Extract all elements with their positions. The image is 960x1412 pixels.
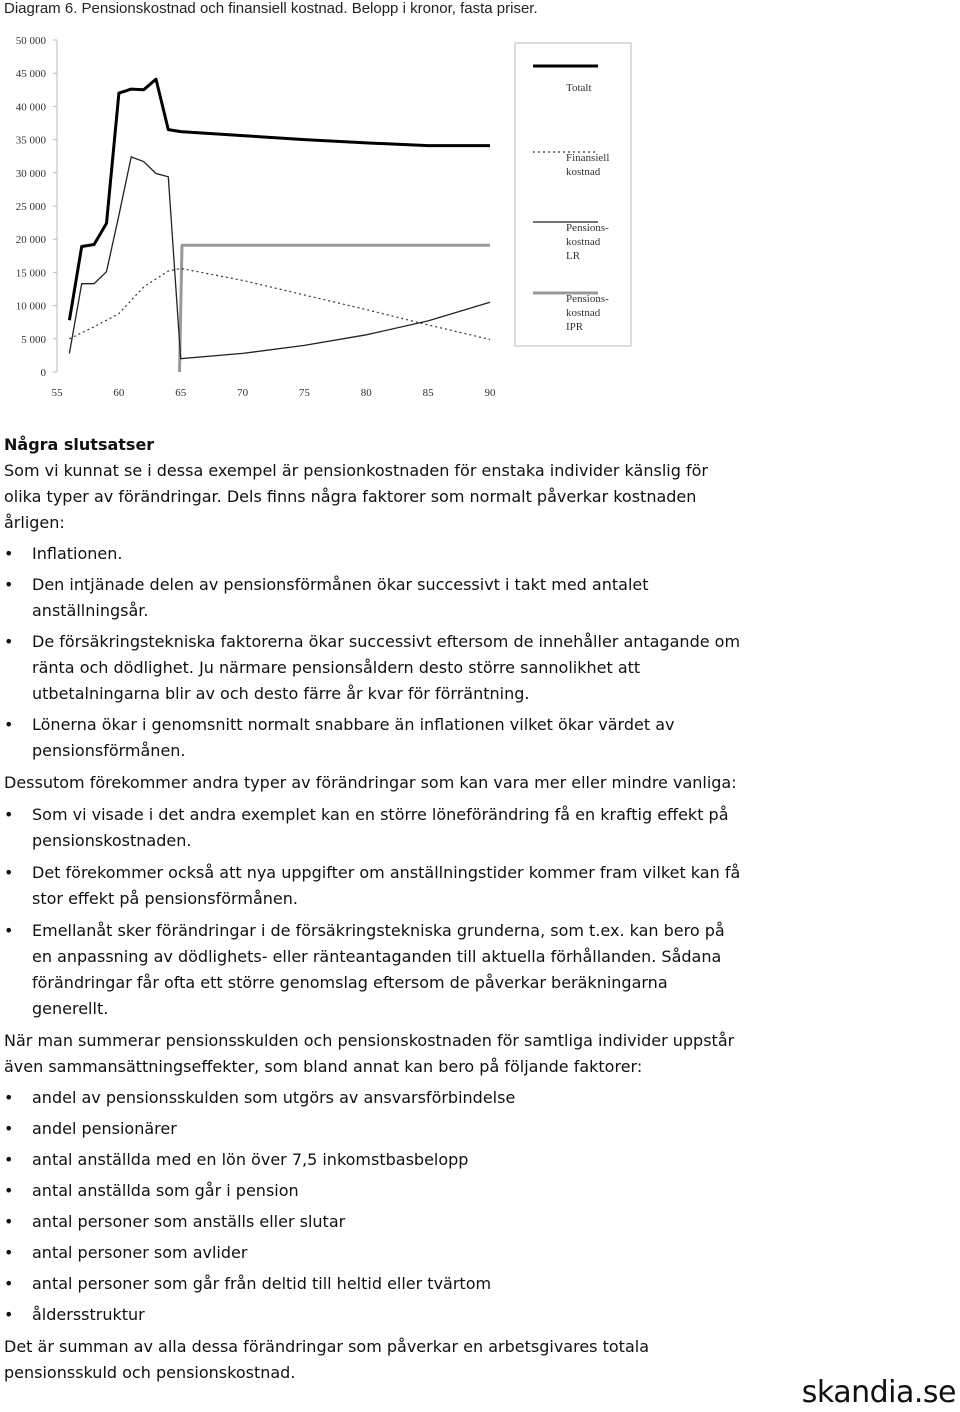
intro-paragraph: Som vi kunnat se i dessa exempel är pensionkostnaden för enstaka individer känslig för olika typer av förändringar. Dels finns några faktorer som normalt påverkar kostnaden årligen: bbox=[4, 461, 708, 532]
paragraph-other-changes: Dessutom förekommer andra typer av förändringar som kan vara mer eller mindre vanliga: bbox=[4, 773, 737, 792]
x-tick-label: 75 bbox=[298, 387, 310, 399]
section-heading: Några slutsatser bbox=[4, 435, 155, 454]
series-line-pensionskostnad-ipr bbox=[180, 245, 491, 372]
list-item: • Emellanåt sker förändringar i de försäkringstekniska grunderna, som t.ex. kan bero på en anpassning av dödlighets- eller ränteantaganden till aktuella förhållanden. Sådana förändringar får ofta ett större genomslag eftersom de påverkar beräkningarna generellt. bbox=[4, 918, 744, 1022]
list-item: • Som vi visade i det andra exemplet kan en större löneförändring få en kraftig effekt på pensionskostnaden. bbox=[4, 802, 744, 854]
legend-label: kostnad bbox=[566, 166, 601, 178]
list-item: • antal personer som avlider bbox=[4, 1240, 744, 1266]
series-line-totalt bbox=[69, 79, 490, 320]
legend-label: Finansiell bbox=[566, 152, 610, 164]
legend-label: IPR bbox=[566, 321, 584, 333]
y-tick-label: 30 000 bbox=[15, 167, 46, 180]
list-item: • Det förekommer också att nya uppgifter om anställningstider kommer fram vilket kan få stor effekt på pensionsförmånen. bbox=[4, 860, 744, 912]
y-tick-label: 35 000 bbox=[15, 134, 46, 147]
legend-label: Pensions- bbox=[566, 293, 609, 305]
closing-paragraph: Det är summan av alla dessa förändringar som påverkar en arbetsgivares totala pensionsskuld och pensionskostnad. bbox=[4, 1337, 649, 1382]
paragraph-composition-effects: När man summerar pensionsskulden och pensionskostnaden för samtliga individer uppstår även sammansättningseffekter, som bland annat kan bero på följande faktorer: bbox=[4, 1031, 735, 1076]
chart-series-layer bbox=[69, 79, 490, 372]
bullet-list-annual-factors bbox=[4, 541, 744, 764]
y-tick-label: 15 000 bbox=[15, 267, 46, 280]
x-tick-label: 80 bbox=[360, 387, 372, 399]
y-tick-label: 40 000 bbox=[15, 101, 46, 114]
series-line-finansiell-kostnad bbox=[69, 268, 490, 339]
y-tick-label: 10 000 bbox=[15, 300, 46, 313]
y-tick-label: 45 000 bbox=[15, 68, 46, 81]
legend-label: kostnad bbox=[566, 236, 601, 248]
list-item: • Lönerna ökar i genomsnitt normalt snabbare än inflationen vilket ökar värdet av pensionsförmånen. bbox=[4, 712, 744, 764]
x-tick-label: 70 bbox=[237, 387, 249, 399]
list-item: • antal personer som går från deltid till heltid eller tvärtom bbox=[4, 1271, 744, 1297]
chart-caption: Diagram 6. Pensionskostnad och finansiell kostnad. Belopp i kronor, fasta priser. bbox=[4, 0, 538, 17]
list-item: • antal anställda som går i pension bbox=[4, 1178, 744, 1204]
legend-label: kostnad bbox=[566, 307, 601, 319]
list-item: • antal anställda med en lön över 7,5 inkomstbasbelopp bbox=[4, 1147, 744, 1173]
y-tick-label: 25 000 bbox=[15, 201, 46, 213]
bullet-list-other-changes bbox=[4, 802, 744, 1022]
pension-cost-line-chart bbox=[0, 20, 960, 405]
x-tick-label: 90 bbox=[484, 387, 496, 399]
x-tick-label: 55 bbox=[51, 387, 63, 399]
list-item: • andel pensionärer bbox=[4, 1116, 744, 1142]
y-tick-label: 50 000 bbox=[15, 35, 46, 47]
list-item: • Den intjänade delen av pensionsförmånen ökar successivt i takt med antalet anställningsår. bbox=[4, 572, 744, 624]
y-tick-label: 0 bbox=[40, 367, 46, 379]
list-item: • andel av pensionsskulden som utgörs av ansvarsförbindelse bbox=[4, 1085, 744, 1111]
list-item: • Inflationen. bbox=[4, 541, 744, 567]
skandia-logo[interactable]: skandia.se bbox=[801, 1375, 956, 1410]
bullet-list-composition-factors bbox=[4, 1085, 744, 1328]
x-tick-label: 65 bbox=[175, 387, 187, 399]
y-tick-label: 5 000 bbox=[21, 333, 46, 346]
legend-label: Pensions- bbox=[566, 222, 609, 234]
list-item: • De försäkringstekniska faktorerna ökar successivt eftersom de innehåller antagande om ränta och dödlighet. Ju närmare pensionsåldern desto större sannolikhet att utbetalningarna blir av och desto färre år kvar för förräntning. bbox=[4, 629, 744, 707]
y-tick-label: 20 000 bbox=[15, 234, 46, 247]
x-tick-label: 60 bbox=[113, 387, 125, 399]
series-line-pensionskostnad-lr bbox=[69, 157, 490, 359]
x-tick-label: 85 bbox=[422, 387, 434, 399]
list-item: • antal personer som anställs eller slutar bbox=[4, 1209, 744, 1235]
chart-legend bbox=[515, 43, 631, 346]
conclusions-section bbox=[4, 432, 744, 1386]
list-item: • åldersstruktur bbox=[4, 1302, 744, 1328]
chart-axes bbox=[16, 35, 496, 399]
legend-label: LR bbox=[566, 250, 581, 262]
legend-label: Totalt bbox=[566, 82, 592, 94]
